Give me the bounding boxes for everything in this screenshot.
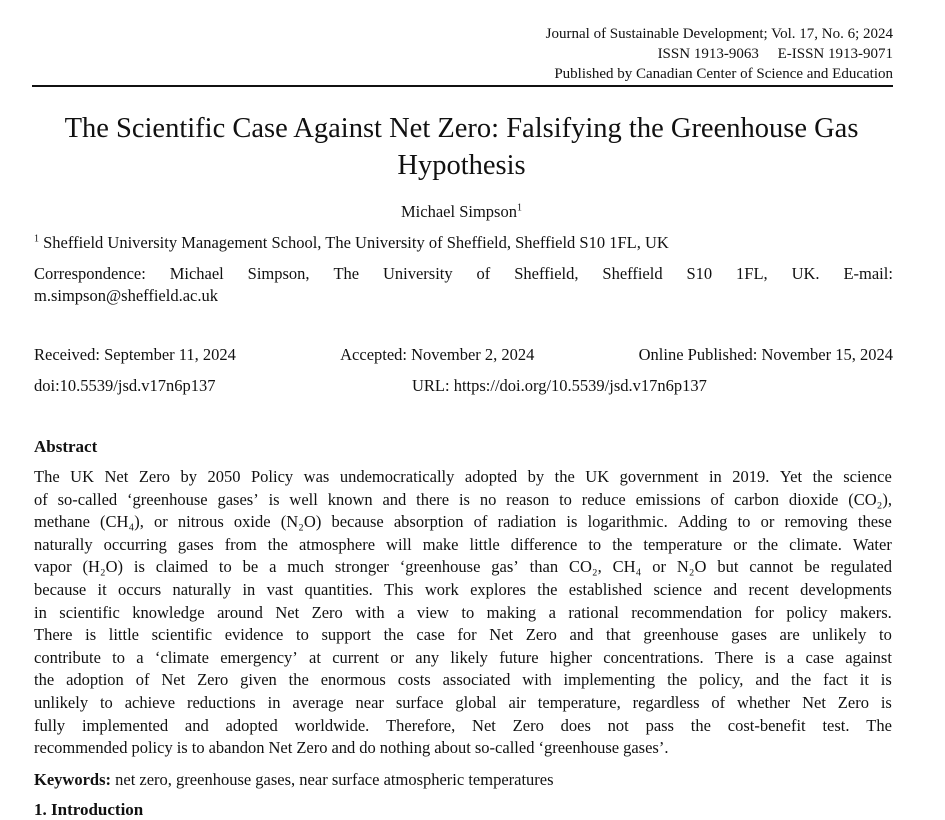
abstract-word: adopted: [464, 467, 518, 486]
abstract-word: is: [458, 489, 470, 509]
abstract-word: by: [180, 467, 197, 486]
abstract-word: gases: [177, 534, 214, 554]
abstract-word: fact: [823, 670, 848, 690]
abstract-word: of: [711, 692, 726, 712]
abstract-word: (CH₄),: [100, 512, 144, 532]
abstract-word: it: [97, 579, 107, 599]
abstract-word: regardless: [632, 692, 700, 712]
abstract-word: 2019.: [732, 467, 770, 486]
corr-word: The: [333, 264, 360, 283]
abstract-word: difference: [510, 534, 578, 554]
abstract-word: a: [548, 602, 556, 622]
doi-url-link[interactable]: URL: https://doi.org/10.5539/jsd.v17n6p137: [412, 376, 707, 395]
abstract-word: to: [99, 692, 113, 712]
abstract-word: nitrous: [177, 512, 224, 532]
title-line-1: The Scientific Case Against Net Zero: Falsifying the Greenhouse Gas: [64, 113, 859, 144]
abstract-word: is: [268, 489, 280, 509]
abstract-word: greenhouse: [643, 625, 719, 645]
abstract-word: much: [287, 557, 324, 577]
abstract-word: be: [242, 557, 259, 577]
abstract-word: carbon: [734, 489, 780, 509]
abstract-word: ‘climate: [154, 647, 209, 667]
abstract-line: [34, 489, 892, 512]
abstract-word: UK: [585, 467, 610, 486]
abstract-word: is: [133, 557, 145, 577]
abstract-word: no: [479, 489, 497, 509]
abstract-word: at: [309, 647, 321, 667]
abstract-word: oxide: [233, 512, 271, 532]
abstract-word: radiation: [497, 512, 557, 532]
abstract-word: quantities.: [304, 579, 373, 599]
abstract-word: was: [303, 467, 330, 486]
abstract-word: climate.: [789, 534, 842, 554]
abstract-word: to: [191, 738, 205, 758]
abstract-word: Net: [268, 738, 293, 758]
corr-word: S10: [686, 264, 713, 283]
abstract-word: temperature,: [537, 692, 621, 712]
abstract-word: ‘greenhouse: [538, 738, 620, 758]
abstract-word: be: [804, 557, 820, 577]
abstract-word: global: [455, 692, 497, 712]
abstract-word: a: [136, 647, 144, 667]
accepted-date: Accepted: November 2, 2024: [340, 345, 535, 364]
abstract-word: make: [422, 534, 459, 554]
abstract-word: Net: [104, 467, 129, 486]
abstract-word: N₂O: [676, 557, 707, 577]
keywords-text: net zero, greenhouse gases, near surface atmospheric temperatures: [115, 770, 554, 789]
corr-word: Sheffield,: [514, 264, 579, 283]
section-heading: 1. Introduction: [34, 800, 144, 819]
abstract-word: whether: [737, 692, 791, 712]
abstract-word: policy: [131, 738, 173, 758]
abstract-heading: Abstract: [34, 437, 98, 456]
abstract-word: gases: [731, 625, 767, 645]
corr-word: University: [382, 264, 453, 283]
abstract-word: so-called: [57, 489, 118, 509]
author-sup: 1: [516, 202, 522, 214]
abstract-word: are: [779, 625, 800, 645]
abstract-word: because: [331, 512, 384, 532]
abstract-word: Zero: [296, 738, 328, 758]
abstract-word: developments: [800, 579, 892, 599]
abstract-word: gases’.: [623, 738, 669, 758]
abstract-word: (CO₂),: [848, 489, 892, 509]
abstract-word: or: [733, 534, 747, 554]
abstract-word: contribute: [34, 647, 101, 667]
abstract-word: these: [857, 512, 892, 532]
abstract-word: by: [527, 467, 545, 486]
abstract-word: little: [108, 625, 139, 645]
abstract-line: [34, 579, 892, 602]
abstract-word: or: [390, 647, 404, 667]
abstract-word: associated: [442, 670, 511, 690]
abstract-word: reason: [506, 489, 550, 509]
abstract-word: CH₄: [612, 557, 642, 577]
abstract-word: will: [386, 534, 412, 554]
abstract-line: [34, 647, 892, 670]
abstract-word: government: [619, 467, 699, 486]
abstract-word: Zero: [512, 715, 544, 735]
abstract-word: that: [605, 625, 631, 645]
abstract-word: There: [714, 647, 754, 667]
abstract-word: reduce: [581, 489, 626, 509]
abstract-word: Zero: [138, 467, 170, 486]
journal-header: [546, 24, 893, 84]
corr-word: Correspondence:: [34, 264, 146, 283]
abstract-word: about: [434, 738, 471, 758]
abstract-word: This: [384, 579, 414, 599]
abstract-line: [34, 737, 892, 760]
abstract-word: is: [566, 512, 578, 532]
abstract-word: view: [416, 602, 449, 622]
abstract-word: the: [288, 670, 309, 690]
abstract-word: cannot: [749, 557, 794, 577]
abstract-word: in: [708, 467, 722, 486]
abstract-word: and: [755, 670, 780, 690]
abstract-word: worldwide.: [294, 715, 370, 735]
abstract-word: knowledge: [132, 602, 205, 622]
abstract-word: achieve: [124, 692, 176, 712]
abstract-word: the: [690, 715, 711, 735]
abstract-word: explores: [470, 579, 526, 599]
abstract-word: makers.: [840, 602, 892, 622]
abstract-word: to: [461, 602, 475, 622]
abstract-word: (N₂O): [280, 512, 322, 532]
abstract-word: to: [878, 625, 892, 645]
abstract-word: or: [760, 512, 775, 532]
abstract-word: vast: [266, 579, 294, 599]
corr-word: Michael: [169, 264, 224, 283]
abstract-word: and: [331, 738, 356, 758]
abstract-word: emergency’: [220, 647, 298, 667]
abstract-word: for: [754, 602, 774, 622]
abstract-word: given: [240, 670, 277, 690]
abstract-word: implementing: [563, 670, 656, 690]
abstract-word: Water: [852, 534, 892, 554]
abstract-word: policy: [786, 602, 828, 622]
abstract-word: so-called: [474, 738, 535, 758]
abstract-word: in: [242, 579, 256, 599]
correspondence-line-1: [34, 263, 893, 285]
abstract-word: occurring: [103, 534, 167, 554]
abstract-word: the: [612, 534, 633, 554]
abstract-word: cost-benefit: [727, 715, 806, 735]
abstract-word: rational: [568, 602, 619, 622]
abstract-word: emissions: [635, 489, 701, 509]
abstract-word: and: [713, 579, 738, 599]
abstract-word: Net: [275, 602, 300, 622]
abstract-word: to: [296, 625, 309, 645]
abstract-word: a: [397, 602, 405, 622]
abstract-word: implemented: [81, 715, 169, 735]
abstract-word: the: [383, 625, 404, 645]
abstract-word: evidence: [224, 625, 284, 645]
abstract-word: costs: [397, 670, 431, 690]
abstract-word: test.: [822, 715, 850, 735]
journal-citation: Journal of Sustainable Development; Vol. 17, No. 6; 2024: [545, 26, 893, 42]
abstract-word: with: [355, 602, 385, 622]
abstract-word: higher: [549, 647, 593, 667]
issn: ISSN 1913-9063: [657, 46, 759, 62]
abstract-word: dioxide: [788, 489, 839, 509]
abstract-word: occurs: [118, 579, 162, 599]
abstract-word: There: [34, 625, 73, 645]
abstract-word: because: [34, 579, 87, 599]
abstract-word: of: [135, 670, 150, 690]
abstract-line: [34, 692, 892, 715]
affiliation-sup: 1: [34, 233, 39, 245]
abstract-word: gas’: [491, 557, 519, 577]
abstract-word: and: [184, 715, 209, 735]
abstract-word: or: [652, 557, 666, 577]
abstract-word: is: [85, 625, 97, 645]
abstract-word: little: [469, 534, 500, 554]
abstract-word: near: [355, 692, 384, 712]
abstract-word: the: [791, 670, 812, 690]
abstract-word: a: [786, 647, 795, 667]
abstract-word: UK: [70, 467, 94, 486]
abstract-word: a: [269, 557, 277, 577]
abstract-word: recent: [748, 579, 789, 599]
corr-word: E-mail:: [843, 264, 893, 283]
publisher: Published by Canadian Center of Science and Education: [554, 66, 893, 82]
abstract-line: [34, 466, 892, 489]
eissn: E-ISSN 1913-9071: [777, 46, 893, 62]
abstract-word: in: [267, 692, 281, 712]
abstract-word: recommended: [34, 738, 128, 758]
abstract-word: methane: [34, 512, 90, 532]
title-line-2: Hypothesis: [397, 150, 526, 181]
abstract-word: The: [34, 467, 60, 486]
abstract-word: from: [224, 534, 257, 554]
abstract-word: future: [499, 647, 539, 667]
issn-line: [546, 44, 893, 64]
abstract-word: Policy: [250, 467, 294, 486]
abstract-word: pass: [645, 715, 674, 735]
abstract-word: is: [880, 670, 892, 690]
abstract-word: CO₂,: [568, 557, 602, 577]
abstract-word: and: [382, 489, 407, 509]
abstract-word: making: [486, 602, 537, 622]
abstract-word: than: [529, 557, 559, 577]
corr-word: of: [476, 264, 491, 283]
corr-word: Simpson,: [247, 264, 310, 283]
abstract-word: Zero: [311, 602, 343, 622]
abstract-word: policy,: [699, 670, 744, 690]
abstract-line: [34, 602, 892, 625]
abstract-word: Net: [472, 715, 496, 735]
abstract-word: removing: [784, 512, 848, 532]
abstract-word: there: [416, 489, 450, 509]
doi: doi:10.5539/jsd.v17n6p137: [34, 376, 216, 395]
abstract-word: of: [473, 512, 488, 532]
abstract-line: [34, 669, 892, 692]
abstract-word: scientific: [151, 625, 213, 645]
affiliation: [34, 233, 893, 253]
abstract-line: [34, 556, 892, 579]
abstract-word: enormous: [320, 670, 386, 690]
abstract-word: average: [292, 692, 344, 712]
published-date: Online Published: November 15, 2024: [638, 345, 893, 364]
abstract-word: for: [457, 625, 477, 645]
abstract-word: unlikely: [812, 625, 867, 645]
abstract-word: naturally: [34, 534, 93, 554]
abstract-word: Net: [802, 692, 826, 712]
abstract-word: gases’: [217, 489, 259, 509]
abstract-word: atmosphere: [298, 534, 376, 554]
abstract-line: [34, 511, 892, 534]
abstract-word: well: [289, 489, 318, 509]
abstract-word: around: [217, 602, 263, 622]
abstract-line: [34, 624, 892, 647]
abstract-word: temperature: [643, 534, 723, 554]
abstract-word: of: [34, 489, 48, 509]
abstract-word: reductions: [186, 692, 256, 712]
abstract-word: fully: [34, 715, 66, 735]
abstract-word: the: [667, 670, 688, 690]
correspondence: [34, 263, 893, 307]
abstract-word: the: [812, 467, 833, 486]
abstract-word: scientific: [59, 602, 120, 622]
abstract-word: logarithmic.: [587, 512, 668, 532]
abstract-word: or: [154, 512, 168, 532]
dates-row: [34, 345, 893, 365]
abstract-word: ‘greenhouse: [127, 489, 208, 509]
abstract-word: 2050: [207, 467, 241, 486]
abstract-word: undemocratically: [339, 467, 455, 486]
abstract-word: air: [508, 692, 526, 712]
abstract-word: does: [560, 715, 591, 735]
abstract-word: case: [805, 647, 834, 667]
abstract-word: Net: [161, 670, 186, 690]
abstract-word: science: [653, 579, 703, 599]
abstract-word: Adding: [677, 512, 728, 532]
abstract-word: the: [554, 467, 575, 486]
abstract-word: to: [218, 557, 232, 577]
abstract-word: stronger: [334, 557, 389, 577]
keywords: [34, 770, 554, 790]
abstract-word: do: [359, 738, 376, 758]
abstract-word: to: [112, 647, 126, 667]
abstract-line: [34, 715, 892, 738]
abstract-word: surface: [395, 692, 444, 712]
abstract-word: to: [588, 534, 602, 554]
abstract-word: to: [737, 512, 751, 532]
abstract-word: Zero: [525, 625, 557, 645]
abstract-word: Therefore,: [386, 715, 456, 735]
abstract-word: is: [880, 692, 892, 712]
abstract-word: naturally: [172, 579, 232, 599]
abstract-word: against: [845, 647, 892, 667]
abstract-word: the: [757, 534, 779, 554]
abstract-word: Zero: [197, 670, 229, 690]
abstract-word: likely: [450, 647, 488, 667]
doi-row: [34, 376, 893, 396]
abstract-word: known: [327, 489, 373, 509]
abstract-word: current: [332, 647, 379, 667]
abstract-word: not: [607, 715, 629, 735]
abstract-word: established: [568, 579, 643, 599]
abstract-word: The: [866, 715, 892, 735]
abstract-word: Zero: [837, 692, 869, 712]
abstract-word: it: [859, 670, 869, 690]
email-link[interactable]: m.simpson@sheffield.ac.uk: [34, 286, 218, 305]
abstract-word: adoption: [66, 670, 124, 690]
abstract-word: concentrations.: [603, 647, 704, 667]
abstract-word: Yet: [779, 467, 803, 486]
abstract-word: claimed: [155, 557, 209, 577]
abstract-body: [34, 466, 892, 760]
abstract-word: support: [321, 625, 371, 645]
abstract-word: but: [717, 557, 739, 577]
paper-title: [30, 110, 893, 184]
abstract-word: of: [710, 489, 725, 509]
author-name: Michael Simpson: [401, 202, 517, 221]
abstract-word: adopted: [225, 715, 278, 735]
abstract-word: unlikely: [34, 692, 89, 712]
abstract-word: is: [764, 647, 776, 667]
keywords-label: Keywords:: [34, 770, 111, 789]
abstract-word: science: [843, 467, 892, 486]
abstract-word: abandon: [208, 738, 265, 758]
abstract-word: vapor: [34, 557, 72, 577]
abstract-word: regulated: [830, 557, 892, 577]
abstract-word: the: [267, 534, 288, 554]
received-date: Received: September 11, 2024: [34, 345, 236, 364]
abstract-line: [34, 534, 892, 557]
header-divider: [32, 85, 893, 87]
abstract-word: Net: [489, 625, 514, 645]
corr-word: 1FL,: [736, 264, 768, 283]
abstract-word: to: [559, 489, 572, 509]
abstract-word: recommendation: [631, 602, 743, 622]
abstract-word: (H₂O): [82, 557, 124, 577]
affiliation-text: Sheffield University Management School, The University of Sheffield, Sheffield S10 1FL, UK: [43, 233, 669, 252]
abstract-word: work: [424, 579, 459, 599]
author: [30, 202, 893, 222]
abstract-word: ‘greenhouse: [399, 557, 481, 577]
abstract-word: absorption: [393, 512, 464, 532]
abstract-word: case: [416, 625, 445, 645]
corr-word: UK.: [791, 264, 820, 283]
corr-word: Sheffield: [602, 264, 663, 283]
abstract-word: is: [176, 738, 188, 758]
abstract-word: any: [415, 647, 440, 667]
abstract-word: with: [522, 670, 552, 690]
abstract-word: and: [569, 625, 594, 645]
abstract-word: the: [537, 579, 558, 599]
abstract-word: in: [34, 602, 47, 622]
abstract-word: nothing: [379, 738, 431, 758]
abstract-word: the: [34, 670, 55, 690]
